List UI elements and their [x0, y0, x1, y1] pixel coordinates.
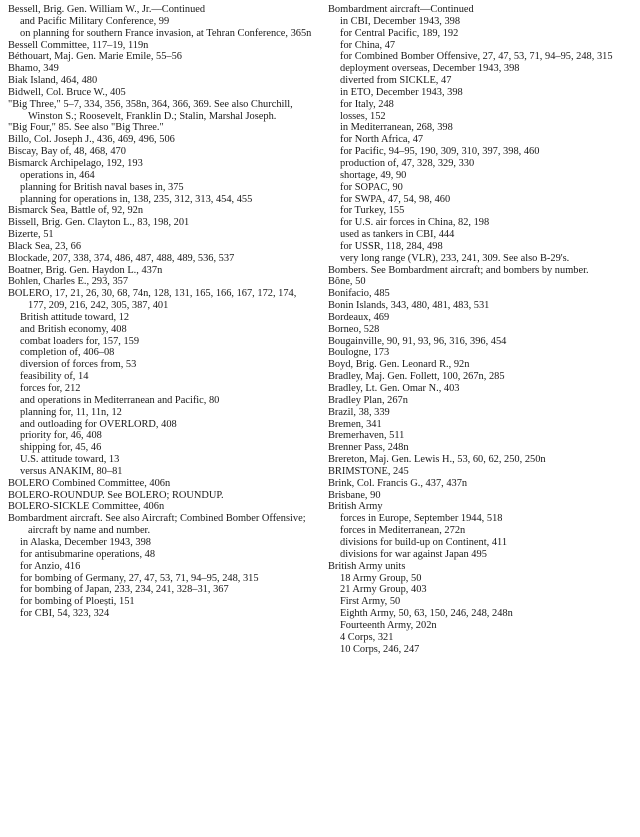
index-subentry: First Army, 50: [340, 596, 401, 608]
index-entry: Bessell Committee, 117–19, 119n: [8, 39, 149, 51]
index-subentry: for Italy, 248: [340, 98, 394, 110]
index-subentry: diversion of forces from, 53: [20, 359, 137, 371]
index-entry: Bissell, Brig. Gen. Clayton L., 83, 198, 201: [8, 217, 190, 229]
index-entry: Bismarck Sea, Battle of, 92, 92n: [8, 205, 144, 217]
index-subentry: shortage, 49, 90: [340, 169, 407, 181]
index-entry: Bohlen, Charles E., 293, 357: [8, 276, 129, 288]
index-subentry: planning for operations in, 138, 235, 312, 313, 454, 455: [20, 193, 253, 205]
index-subentry: and Pacific Military Conference, 99: [20, 15, 170, 27]
index-entry: British Army: [328, 501, 383, 513]
index-entry: Bombers. See Bombardment aircraft; and bombers by number.: [328, 264, 589, 276]
index-subentry: forces in Mediterranean, 272n: [340, 525, 466, 537]
index-entry: Brereton, Maj. Gen. Lewis H., 53, 60, 62, 250, 250n: [328, 454, 546, 466]
index-entry: BRIMSTONE, 245: [328, 465, 409, 477]
index-entry: Bonin Islands, 343, 480, 481, 483, 531: [328, 300, 490, 312]
index-subentry: in CBI, December 1943, 398: [340, 15, 461, 27]
index-subentry: for USSR, 118, 284, 498: [340, 240, 443, 252]
index-entry: Bougainville, 90, 91, 93, 96, 316, 396, 454: [328, 335, 507, 347]
index-subentry: for CBI, 54, 323, 324: [20, 608, 110, 620]
index-entry: Bhamo, 349: [8, 63, 59, 75]
index-subentry: 10 Corps, 246, 247: [340, 643, 420, 655]
index-subentry: Fourteenth Army, 202n: [340, 619, 437, 631]
index-entry: Bremen, 341: [328, 418, 382, 430]
index-subentry: for Central Pacific, 189, 192: [340, 27, 459, 39]
index-subentry: for Anzio, 416: [20, 560, 81, 572]
index-subentry: and British economy, 408: [20, 323, 127, 335]
index-subentry: for antisubmarine operations, 48: [20, 548, 156, 560]
index-entry: Blockade, 207, 338, 374, 486, 487, 488, 489, 536, 537: [8, 252, 235, 264]
index-subentry: 4 Corps, 321: [340, 631, 394, 643]
index-subentry: 18 Army Group, 50: [340, 572, 422, 584]
index-subentry: priority for, 46, 408: [20, 430, 102, 442]
index-entry: Bombardment aircraft. See also Aircraft; Combined Bomber Offensive; aircraft by name and number.: [8, 513, 306, 537]
index-subentry: for U.S. air forces in China, 82, 198: [340, 217, 490, 229]
index-subentry: for Combined Bomber Offensive, 27, 47, 53, 71, 94–95, 248, 315: [340, 51, 613, 63]
index-subentry: planning for, 11, 11n, 12: [20, 406, 122, 418]
index-entry: Boulogne, 173: [328, 347, 390, 359]
index-subentry: for China, 47: [340, 39, 396, 51]
index-subentry: British attitude toward, 12: [20, 311, 130, 323]
index-entry: Béthouart, Maj. Gen. Marie Emile, 55–56: [8, 51, 183, 63]
index-subentry: in Mediterranean, 268, 398: [340, 122, 453, 134]
index-subentry: used as tankers in CBI, 444: [340, 229, 455, 241]
index-entry: Bidwell, Col. Bruce W., 405: [8, 86, 126, 98]
index-subentry: diverted from SICKLE, 47: [340, 75, 452, 87]
index-entry: Boyd, Brig. Gen. Leonard R., 92n: [328, 359, 470, 371]
index-entry: Bradley, Lt. Gen. Omar N., 403: [328, 383, 460, 394]
index-entry: British Army units: [328, 560, 406, 572]
index-subentry: in ETO, December 1943, 398: [340, 86, 463, 98]
index-entry: BOLERO-SICKLE Committee, 406n: [8, 501, 165, 513]
index-entry: Borneo, 528: [328, 323, 380, 335]
index-entry: Brenner Pass, 248n: [328, 442, 409, 454]
index-subentry: for bombing of Ploești, 151: [20, 596, 135, 608]
index-entry: Bizerte, 51: [8, 229, 54, 241]
index-subentry: U.S. attitude toward, 13: [20, 454, 120, 466]
index-entry: Biak Island, 464, 480: [8, 75, 98, 87]
index-subentry: and operations in Mediterranean and Pacific, 80: [20, 394, 220, 406]
index-subentry: shipping for, 45, 46: [20, 442, 102, 454]
index-entry: BOLERO, 17, 21, 26, 30, 68, 74n, 128, 131, 165, 166, 167, 172, 174, 177, 209, 216, 242, 305, 387, 401: [8, 288, 297, 312]
index-subentry: versus ANAKIM, 80–81: [20, 465, 123, 477]
index-subentry: planning for British naval bases in, 375: [20, 181, 184, 193]
index-subentry: in Alaska, December 1943, 398: [20, 536, 152, 548]
index-subentry: divisions for build-up on Continent, 411: [340, 536, 508, 548]
index-entry: "Big Four," 85. See also "Big Three.": [8, 122, 164, 134]
index-entry: BOLERO Combined Committee, 406n: [8, 477, 171, 489]
index-subentry: 21 Army Group, 403: [340, 584, 427, 596]
index-subentry: for SOPAC, 90: [340, 181, 403, 193]
index-subentry: forces in Europe, September 1944, 518: [340, 513, 503, 525]
index-entry: Black Sea, 23, 66: [8, 240, 82, 252]
index-subentry: losses, 152: [340, 110, 386, 122]
index-entry: Bradley, Maj. Gen. Follett, 100, 267n, 285: [328, 371, 505, 383]
index-subentry: divisions for war against Japan 495: [340, 548, 487, 560]
index-entry: "Big Three," 5–7, 334, 356, 358n, 364, 366, 369. See also Churchill, Winston S.; Roosevelt, Franklin D.; Stalin, Marshal Joseph.: [8, 98, 293, 122]
index-subentry: deployment overseas, December 1943, 398: [340, 63, 520, 75]
index-entry: Bordeaux, 469: [328, 311, 390, 323]
index-subentry: for Turkey, 155: [340, 205, 405, 217]
index-subentry: operations in, 464: [20, 169, 95, 181]
index-entry: Billo, Col. Joseph J., 436, 469, 496, 506: [8, 134, 175, 146]
index-subentry: forces for, 212: [20, 383, 81, 394]
index-entry: Bône, 50: [328, 276, 366, 288]
index-column-right: [328, 4, 632, 655]
index-entry: Biscay, Bay of, 48, 468, 470: [8, 146, 126, 158]
index-entry: Bessell, Brig. Gen. William W., Jr.—Continued: [8, 4, 206, 15]
index-subentry: and outloading for OVERLORD, 408: [20, 418, 177, 430]
index-entry: Bombardment aircraft—Continued: [328, 4, 474, 15]
index-subentry: on planning for southern France invasion, at Tehran Conference, 365n: [20, 27, 312, 39]
index-subentry: completion of, 406–08: [20, 347, 115, 359]
index-subentry: for bombing of Japan, 233, 234, 241, 328–31, 367: [20, 584, 229, 596]
index-entry: Bremerhaven, 511: [328, 430, 405, 442]
index-subentry: feasibility of, 14: [20, 371, 89, 383]
index-entry: Boatner, Brig. Gen. Haydon L., 437n: [8, 264, 163, 276]
index-subentry: for North Africa, 47: [340, 134, 424, 146]
index-subentry: combat loaders for, 157, 159: [20, 335, 140, 347]
index-subentry: production of, 47, 328, 329, 330: [340, 157, 475, 169]
index-subentry: Eighth Army, 50, 63, 150, 246, 248, 248n: [340, 608, 513, 620]
index-entry: Brisbane, 90: [328, 489, 381, 501]
index-entry: Brazil, 38, 339: [328, 406, 390, 418]
index-subentry: for SWPA, 47, 54, 98, 460: [340, 193, 451, 205]
index-column-left: [8, 4, 314, 620]
index-subentry: for bombing of Germany, 27, 47, 53, 71, 94–95, 248, 315: [20, 572, 259, 584]
index-entry: Bismarck Archipelago, 192, 193: [8, 157, 143, 169]
index-entry: Bonifacio, 485: [328, 288, 390, 300]
index-subentry: for Pacific, 94–95, 190, 309, 310, 397, 398, 460: [340, 146, 540, 158]
index-subentry: very long range (VLR), 233, 241, 309. See also B-29's.: [340, 252, 570, 264]
index-entry: Bradley Plan, 267n: [328, 394, 408, 406]
index-entry: BOLERO-ROUNDUP. See BOLERO; ROUNDUP.: [8, 489, 224, 501]
index-entry: Brink, Col. Francis G., 437, 437n: [328, 477, 468, 489]
